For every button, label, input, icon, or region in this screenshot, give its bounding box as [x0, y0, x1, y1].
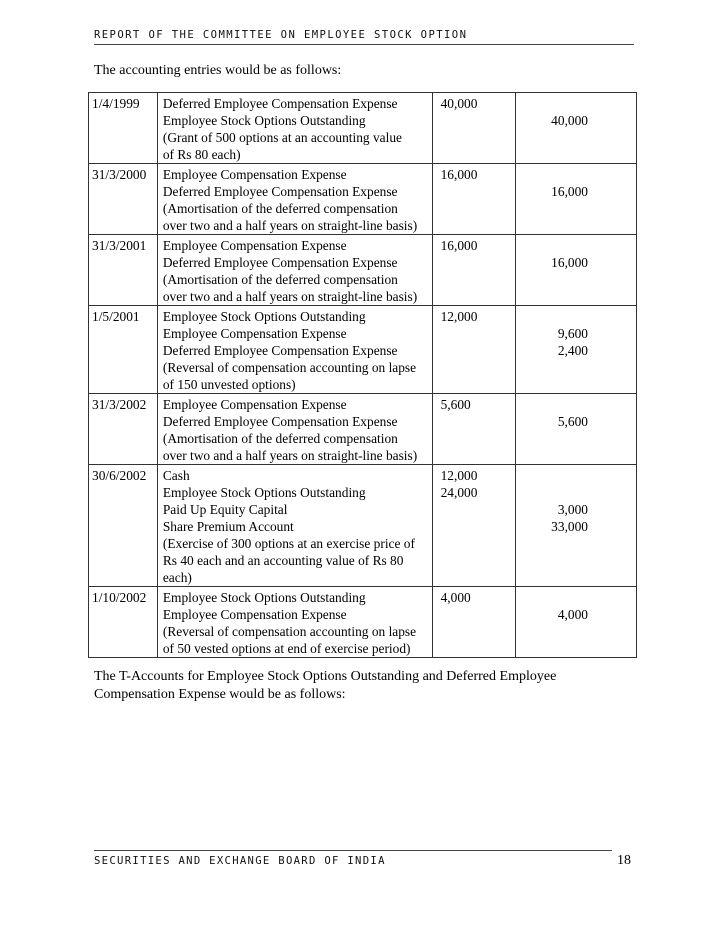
- entry-credit-cell: [516, 93, 637, 164]
- entry-credit-cell: [516, 306, 637, 394]
- entry-description-cell: [157, 164, 432, 235]
- journal-entry-row: [89, 93, 637, 164]
- entry-description-line: each): [162, 570, 192, 585]
- entry-credit-line: [519, 237, 588, 254]
- entry-credit-line: 16,000: [551, 255, 588, 270]
- entry-credit-line: [519, 308, 588, 325]
- entry-description-line: over two and a half years on straight-line basis): [162, 289, 418, 304]
- outro-text: The T-Accounts for Employee Stock Options Outstanding and Deferred Employee Compensation Expense would be as follows:: [94, 669, 557, 702]
- entry-description-line: Employee Stock Options Outstanding: [162, 113, 366, 128]
- entry-debit-line: 12,000: [440, 468, 478, 483]
- entry-debit-cell: [432, 235, 516, 306]
- entry-credit-line: 3,000: [557, 502, 588, 517]
- entry-description-cell: [157, 465, 432, 587]
- entry-description-line: Deferred Employee Compensation Expense: [162, 255, 398, 270]
- entry-description-line: over two and a half years on straight-line basis): [162, 218, 418, 233]
- entry-credit-line: [519, 484, 588, 501]
- journal-entry-row: [89, 306, 637, 394]
- entry-description-cell: [157, 394, 432, 465]
- entry-date: 1/5/2001: [89, 306, 158, 394]
- entry-credit-line: 2,400: [557, 343, 588, 358]
- journal-entry-row: [89, 394, 637, 465]
- entry-debit-cell: [432, 306, 516, 394]
- entry-debit-line: 16,000: [440, 167, 478, 182]
- entry-credit-line: [519, 589, 588, 606]
- entry-credit-cell: [516, 164, 637, 235]
- entry-description-line: Employee Compensation Expense: [162, 326, 347, 341]
- entry-description-line: of Rs 80 each): [162, 147, 241, 162]
- entry-description-line: Employee Compensation Expense: [162, 167, 347, 182]
- entry-description-line: Employee Compensation Expense: [162, 238, 347, 253]
- entry-date: 30/6/2002: [89, 465, 158, 587]
- entry-description-cell: [157, 587, 432, 658]
- entry-description-line: (Amortisation of the deferred compensation: [162, 431, 398, 446]
- entry-debit-line: 24,000: [440, 485, 478, 500]
- entry-description-line: (Exercise of 300 options at an exercise price of: [162, 536, 415, 551]
- entry-debit-cell: [432, 93, 516, 164]
- entry-credit-line: 33,000: [551, 519, 588, 534]
- entry-debit-line: 4,000: [440, 590, 471, 605]
- entry-description-line: Deferred Employee Compensation Expense: [162, 184, 398, 199]
- entry-credit-cell: [516, 235, 637, 306]
- entry-description-line: Employee Compensation Expense: [162, 397, 347, 412]
- page-header: REPORT OF THE COMMITTEE ON EMPLOYEE STOCK OPTION: [94, 29, 634, 45]
- entry-description-line: (Reversal of compensation accounting on lapse: [162, 624, 417, 639]
- entry-description-line: Employee Stock Options Outstanding: [162, 309, 366, 324]
- page-footer: SECURITIES AND EXCHANGE BOARD OF INDIA: [94, 850, 612, 867]
- journal-entries-table: [88, 92, 637, 658]
- entry-credit-line: 9,600: [557, 326, 588, 341]
- entry-credit-line: 16,000: [551, 184, 588, 199]
- entry-date: 1/4/1999: [89, 93, 158, 164]
- entry-date: 31/3/2001: [89, 235, 158, 306]
- entry-debit-line: 12,000: [440, 309, 478, 324]
- journal-entry-row: [89, 164, 637, 235]
- entry-description-line: Employee Stock Options Outstanding: [162, 590, 366, 605]
- entry-description-line: of 50 vested options at end of exercise period): [162, 641, 411, 656]
- entry-credit-line: 4,000: [557, 607, 588, 622]
- entry-debit-cell: [432, 164, 516, 235]
- entry-debit-cell: [432, 465, 516, 587]
- entry-debit-cell: [432, 394, 516, 465]
- journal-entry-row: [89, 587, 637, 658]
- entry-description-line: Rs 40 each and an accounting value of Rs 80: [162, 553, 404, 568]
- entry-debit-line: 40,000: [440, 96, 478, 111]
- entry-credit-line: [519, 396, 588, 413]
- entry-credit-cell: [516, 587, 637, 658]
- entry-description-line: Deferred Employee Compensation Expense: [162, 343, 398, 358]
- entry-debit-line: 5,600: [440, 397, 471, 412]
- entry-credit-line: [519, 467, 588, 484]
- entry-description-cell: [157, 235, 432, 306]
- entry-description-line: (Reversal of compensation accounting on lapse: [162, 360, 417, 375]
- entry-description-line: Employee Stock Options Outstanding: [162, 485, 366, 500]
- entry-credit-cell: [516, 465, 637, 587]
- journal-entry-row: [89, 235, 637, 306]
- entry-date: 31/3/2000: [89, 164, 158, 235]
- entry-description-line: over two and a half years on straight-line basis): [162, 448, 418, 463]
- entry-description-cell: [157, 93, 432, 164]
- entry-description-line: of 150 unvested options): [162, 377, 296, 392]
- entry-credit-cell: [516, 394, 637, 465]
- entry-description-cell: [157, 306, 432, 394]
- entry-credit-line: [519, 95, 588, 112]
- entry-date: 31/3/2002: [89, 394, 158, 465]
- entry-description-line: (Amortisation of the deferred compensation: [162, 201, 398, 216]
- entry-date: 1/10/2002: [89, 587, 158, 658]
- entry-description-line: Deferred Employee Compensation Expense: [162, 414, 398, 429]
- page-number: 18: [617, 853, 631, 868]
- entry-description-line: Deferred Employee Compensation Expense: [162, 96, 398, 111]
- journal-entry-row: [89, 465, 637, 587]
- entry-description-line: (Grant of 500 options at an accounting value: [162, 130, 402, 145]
- entry-description-line: (Amortisation of the deferred compensation: [162, 272, 398, 287]
- entry-credit-line: 5,600: [557, 414, 588, 429]
- entry-description-line: Cash: [162, 468, 190, 483]
- entry-description-line: Employee Compensation Expense: [162, 607, 347, 622]
- entry-debit-cell: [432, 587, 516, 658]
- entry-credit-line: 40,000: [551, 113, 588, 128]
- entry-credit-line: [519, 166, 588, 183]
- intro-text: The accounting entries would be as follows:: [94, 63, 342, 78]
- entry-description-line: Share Premium Account: [162, 519, 294, 534]
- entry-description-line: Paid Up Equity Capital: [162, 502, 288, 517]
- entry-debit-line: 16,000: [440, 238, 478, 253]
